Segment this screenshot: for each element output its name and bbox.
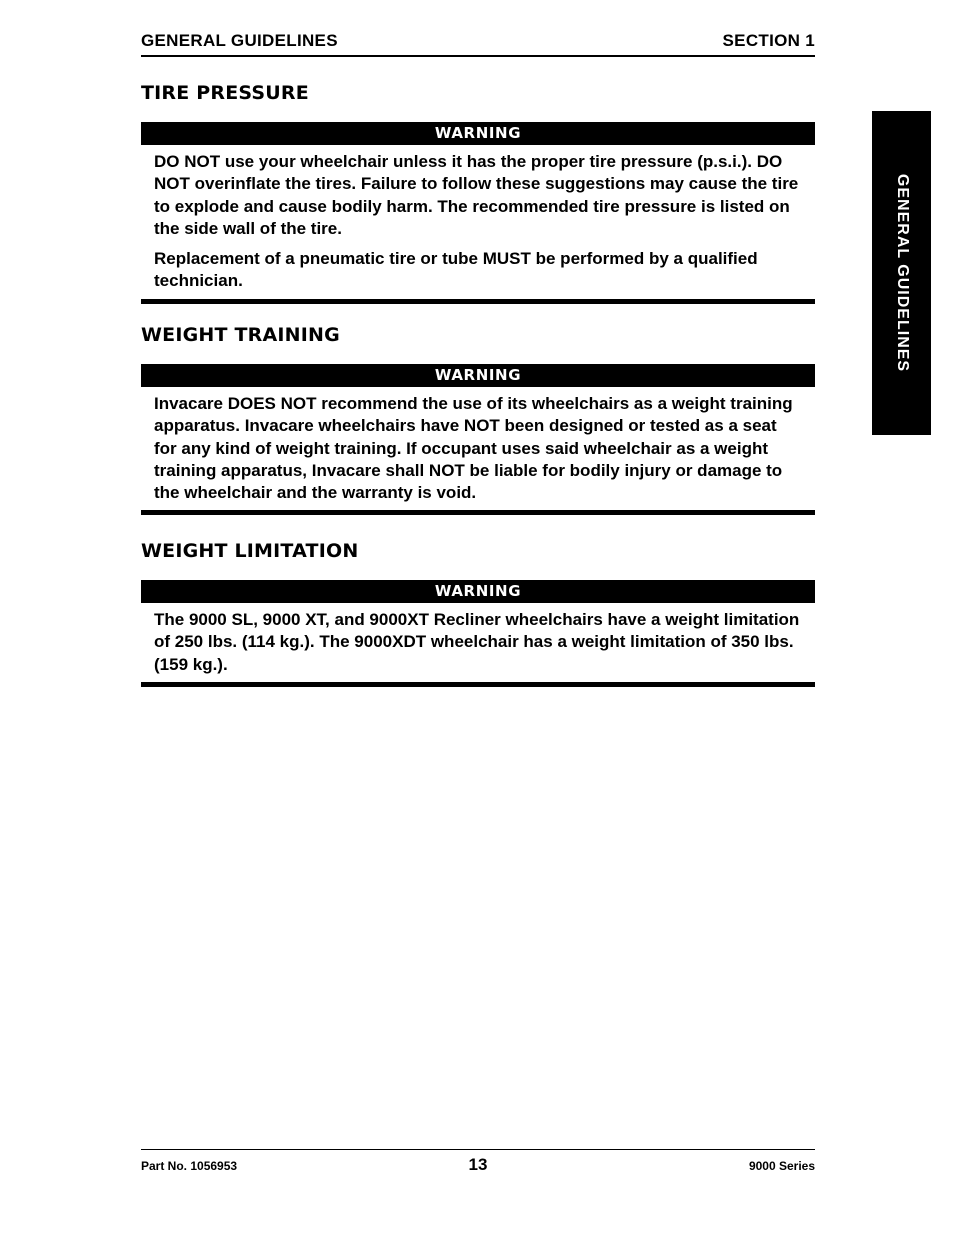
page-number: 13	[468, 1155, 488, 1174]
warning-text: Replacement of a pneumatic tire or tube MUST be performed by a qualified technician.	[154, 249, 758, 291]
page-footer	[141, 1149, 815, 1180]
header-section: SECTION 1	[722, 31, 815, 50]
warning-bar: WARNING	[141, 122, 815, 145]
product-series: 9000 Series	[748, 1159, 815, 1173]
warning-text: DO NOT use your wheelchair unless it has the proper tire pressure (p.s.i.). DO NOT overinflate the tires. Failure to follow these suggestions may cause the tire to explode and cause bodily harm. The recommended tire pressure is listed on the side wall of the tire.	[154, 152, 799, 238]
side-tab	[872, 111, 931, 435]
side-tab-label: GENERAL GUIDELINES	[893, 173, 911, 373]
warning-text: The 9000 SL, 9000 XT, and 9000XT Recliner wheelchairs have a weight limitation of 250 lbs. (114 kg.). The 9000XDT wheelchair has a weight limitation of 350 lbs. (159 kg.).	[154, 610, 800, 674]
page-header	[141, 31, 815, 57]
section-title: WEIGHT LIMITATION	[141, 540, 359, 562]
warning-text: Invacare DOES NOT recommend the use of its wheelchairs as a weight training apparatus. Invacare wheelchairs have NOT been designed or tested as a seat for any kind of weight training. If occupant uses said wheelchair as a weight training apparatus, Invacare shall NOT be liable for bodily injury or damage to the wheelchair and the warranty is void.	[154, 394, 793, 503]
warning-body	[141, 145, 815, 304]
part-number: Part No. 1056953	[141, 1159, 238, 1173]
header-title: GENERAL GUIDELINES	[141, 31, 338, 50]
section-weight-limitation	[141, 539, 815, 687]
section-title: WEIGHT TRAINING	[141, 324, 340, 346]
section-title: TIRE PRESSURE	[141, 82, 309, 104]
warning-bar: WARNING	[141, 364, 815, 387]
section-weight-training	[141, 323, 815, 515]
section-tire-pressure	[141, 81, 815, 304]
warning-bar: WARNING	[141, 580, 815, 603]
warning-body	[141, 387, 815, 515]
warning-body	[141, 603, 815, 687]
